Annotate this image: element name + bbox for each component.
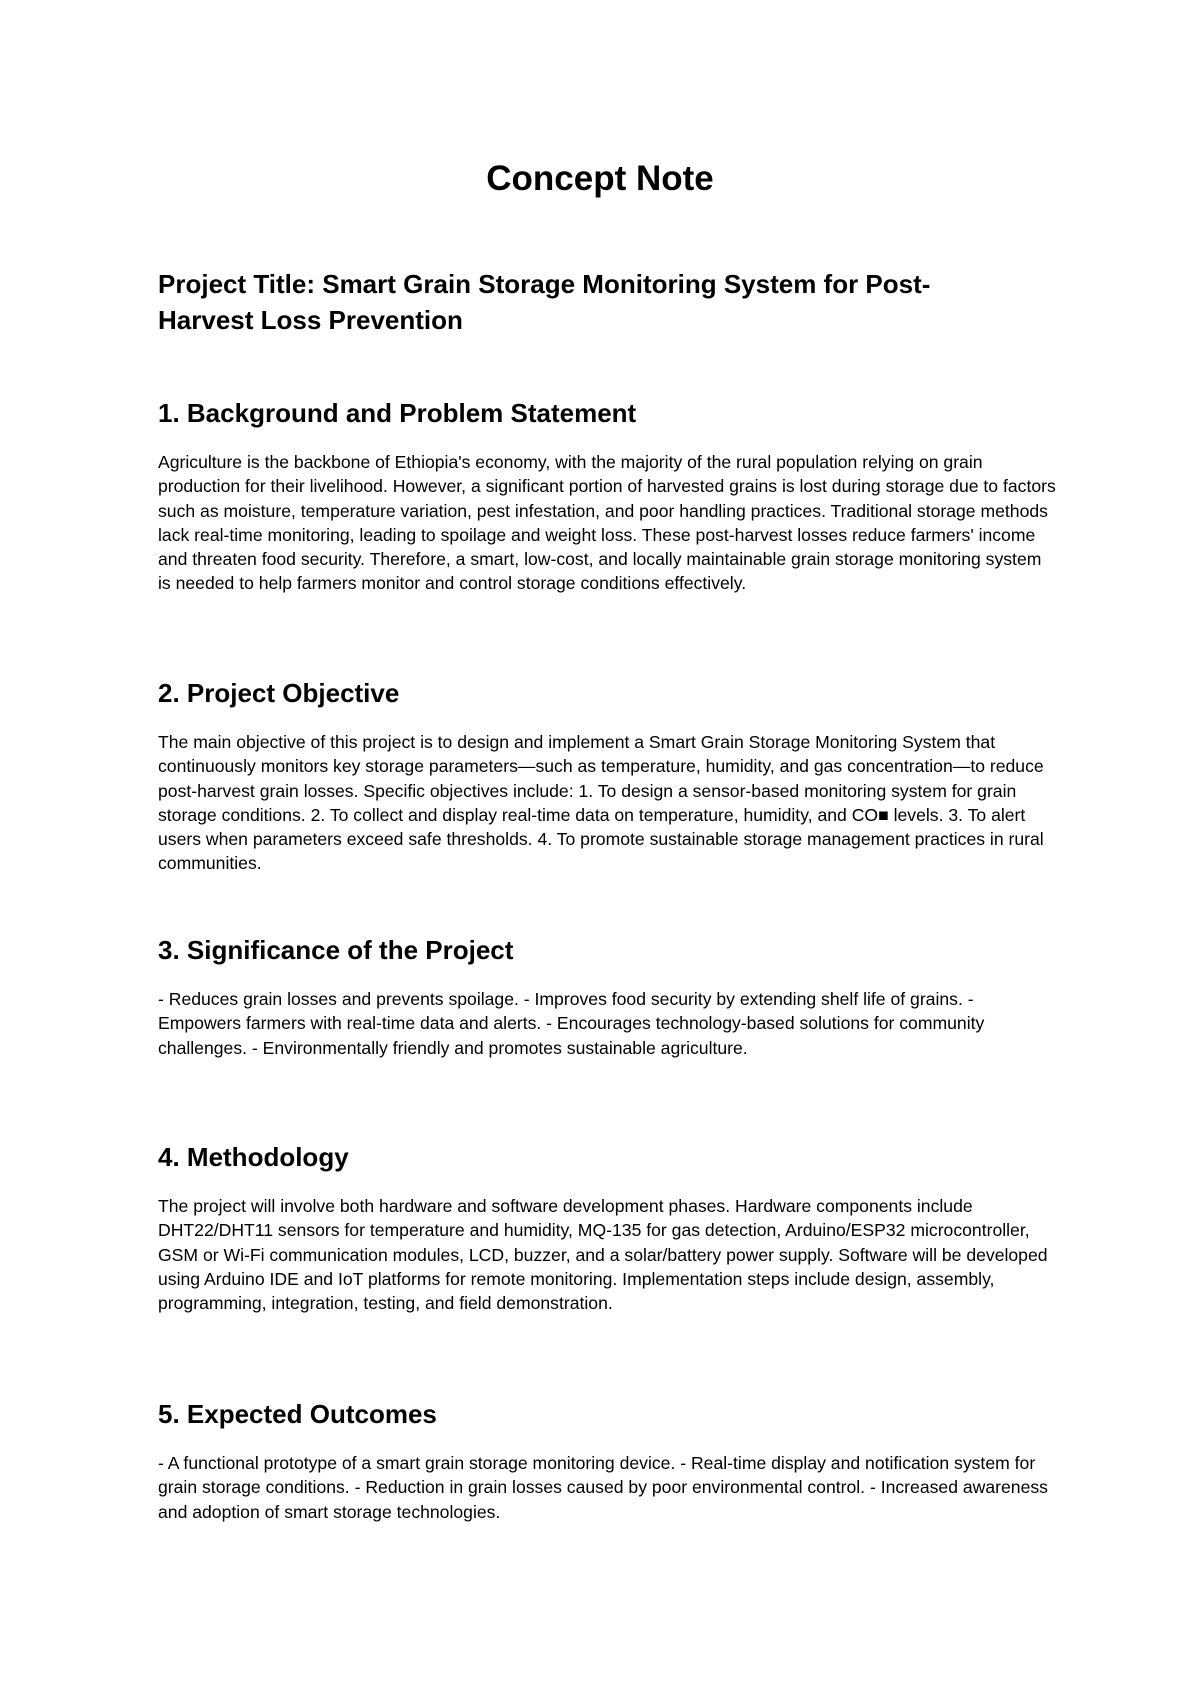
section-methodology: [158, 1140, 1058, 1315]
section-heading: 3. Significance of the Project: [158, 935, 514, 965]
section-heading: 5. Expected Outcomes: [158, 1399, 437, 1429]
section-body: The main objective of this project is to design and implement a Smart Grain Storage Monitoring System that continuously monitors key storage parameters—such as temperature, humidity, and gas concentration—to reduce post-harvest grain losses. Specific objectives include: 1. To design a sensor-based monitoring system for grain storage conditions. 2. To collect and display real-time data on temperature, humidity, and CO■ levels. 3. To alert users when parameters exceed safe thresholds. 4. To promote sustainable storage management practices in rural communities.: [158, 732, 1044, 874]
section-body: The project will involve both hardware and software development phases. Hardware components include DHT22/DHT11 sensors for temperature and humidity, MQ-135 for gas detection, Arduino/ESP32 microcontroller, GSM or Wi-Fi communication modules, LCD, buzzer, and a solar/battery power supply. Software will be developed using Arduino IDE and IoT platforms for remote monitoring. Implementation steps include design, assembly, programming, integration, testing, and field demonstration.: [158, 1196, 1048, 1314]
section-significance: [158, 933, 1058, 1060]
section-outcomes: [158, 1397, 1058, 1524]
section-body: - Reduces grain losses and prevents spoilage. - Improves food security by extending shelf life of grains. - Empowers farmers with real-time data and alerts. - Encourages technology-based solutions for community challenges. - Environmentally friendly and promotes sustainable agriculture.: [158, 989, 985, 1058]
section-objective: [158, 676, 1058, 876]
section-heading: 1. Background and Problem Statement: [158, 398, 637, 428]
section-body: Agriculture is the backbone of Ethiopia's economy, with the majority of the rural population relying on grain production for their livelihood. However, a significant portion of harvested grains is lost during storage due to factors such as moisture, temperature variation, pest infestation, and poor handling practices. Traditional storage methods lack real-time monitoring, leading to spoilage and weight loss. These post-harvest losses reduce farmers' income and threaten food security. Therefore, a smart, low-cost, and locally maintainable grain storage monitoring system is needed to help farmers monitor and control storage conditions effectively.: [158, 452, 1056, 594]
section-body: - A functional prototype of a smart grain storage monitoring device. - Real-time display and notification system for grain storage conditions. - Reduction in grain losses caused by poor environmental control. - Increased awareness and adoption of smart storage technologies.: [158, 1453, 1048, 1522]
section-heading: 4. Methodology: [158, 1142, 349, 1172]
section-background: [158, 396, 1058, 596]
project-title: Project Title: Smart Grain Storage Monitoring System for Post-Harvest Loss Prevention: [158, 269, 931, 335]
document-title: Concept Note: [486, 159, 714, 198]
section-heading: 2. Project Objective: [158, 678, 400, 708]
